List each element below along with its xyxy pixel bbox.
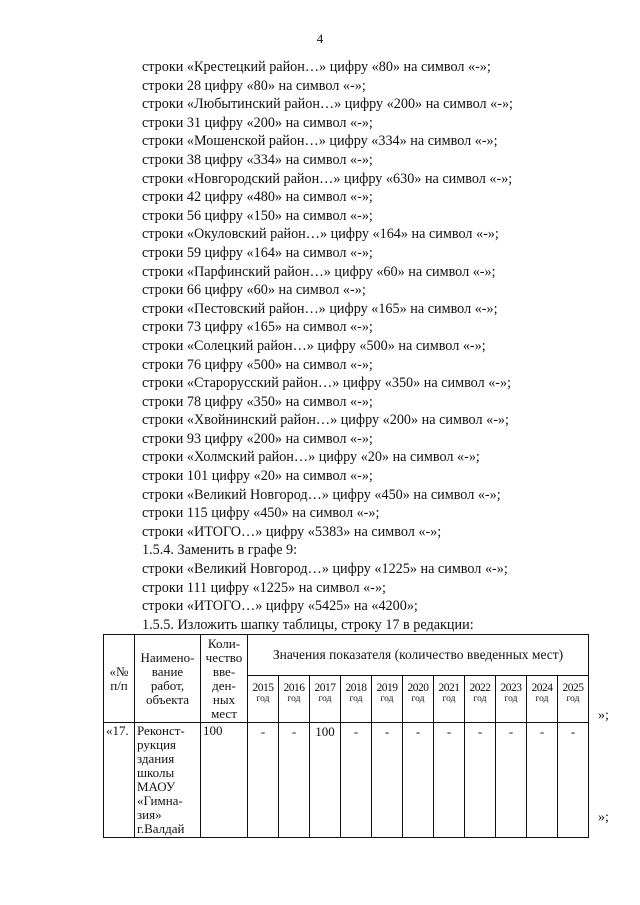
amendment-line: строки «Пестовский район…» цифру «165» на символ «-»;	[142, 300, 498, 317]
header-year-2024	[527, 676, 558, 723]
table-header-row	[104, 635, 589, 676]
amendment-line: строки 66 цифру «60» на символ «-»;	[142, 282, 366, 299]
year-label: 2024	[531, 682, 553, 694]
header-name: Наимено- вание работ, объекта	[135, 635, 201, 723]
row-value-2019: -	[372, 723, 403, 838]
amendment-line: строки «Холмский район…» цифру «20» на символ «-»;	[142, 449, 480, 466]
header-number: «№ п/п	[104, 635, 135, 723]
header-year-2020	[403, 676, 434, 723]
amendment-table	[103, 634, 589, 838]
header-year-2016	[279, 676, 310, 723]
year-label: 2019	[376, 682, 398, 694]
amendment-line: строки 101 цифру «20» на символ «-»;	[142, 468, 373, 485]
row-value-2021: -	[434, 723, 465, 838]
year-label: 2022	[469, 682, 491, 694]
amendment-line: строки 73 цифру «165» на символ «-»;	[142, 319, 373, 336]
amendment-line: строки «ИТОГО…» цифру «5383» на символ «-»;	[142, 523, 442, 540]
year-suffix: год	[411, 694, 425, 704]
amendment-line: строки 56 цифру «150» на символ «-»;	[142, 207, 373, 224]
row-value-2016: -	[279, 723, 310, 838]
row-value-2025: -	[558, 723, 589, 838]
amendment-line: строки «Окуловский район…» цифру «164» на символ «-»;	[142, 226, 499, 243]
amendment-line: строки 115 цифру «450» на символ «-»;	[142, 505, 380, 522]
amendment-line: строки «Любытинский район…» цифру «200» на символ «-»;	[142, 96, 513, 113]
amendment-line: строки «Крестецкий район…» цифру «80» на символ «-»;	[142, 59, 491, 75]
header-year-2019	[372, 676, 403, 723]
amendment-line: строки «Мошенской район…» цифру «334» на символ «-»;	[142, 133, 498, 150]
amendment-line: строки «Великий Новгород…» цифру «1225» на символ «-»;	[142, 561, 508, 578]
year-label: 2025	[562, 682, 584, 694]
amendment-lines	[142, 58, 513, 634]
amendment-line: строки 76 цифру «500» на символ «-»;	[142, 356, 373, 373]
row-value-2017: 100	[310, 723, 341, 838]
year-label: 2018	[345, 682, 367, 694]
amendment-line: строки «Парфинский район…» цифру «60» на символ «-»;	[142, 263, 496, 280]
year-suffix: год	[380, 694, 394, 704]
year-label: 2015	[252, 682, 274, 694]
year-suffix: год	[535, 694, 549, 704]
row-value-2023: -	[496, 723, 527, 838]
amendment-line: строки 28 цифру «80» на символ «-»;	[142, 77, 366, 94]
header-year-2025	[558, 676, 589, 723]
year-suffix: год	[287, 694, 301, 704]
year-label: 2017	[314, 682, 336, 694]
year-suffix: год	[473, 694, 487, 704]
amendment-line: строки 78 цифру «350» на символ «-»;	[142, 393, 373, 410]
row-name: Реконст- рукция здания школы МАОУ «Гимна- зия» г.Валдай	[135, 723, 201, 838]
year-label: 2020	[407, 682, 429, 694]
header-year-2022	[465, 676, 496, 723]
row-value-2015: -	[248, 723, 279, 838]
year-label: 2023	[500, 682, 522, 694]
header-year-2018	[341, 676, 372, 723]
year-suffix: год	[318, 694, 332, 704]
amendment-line: строки 38 цифру «334» на символ «-»;	[142, 151, 373, 168]
header-year-2021	[434, 676, 465, 723]
header-year-2023	[496, 676, 527, 723]
row-value-2024: -	[527, 723, 558, 838]
header-quantity: Коли- чество вве- ден- ных мест	[201, 635, 248, 723]
amendment-line: строки 111 цифру «1225» на символ «-»;	[142, 579, 386, 596]
row-quantity: 100	[201, 723, 248, 838]
year-suffix: год	[256, 694, 270, 704]
year-suffix: год	[566, 694, 580, 704]
amendment-line: строки «Новгородский район…» цифру «630» на символ «-»;	[142, 170, 513, 187]
year-suffix: год	[504, 694, 518, 704]
amendment-line: строки 59 цифру «164» на символ «-»;	[142, 244, 373, 261]
year-label: 2016	[283, 682, 305, 694]
amendment-line: строки 42 цифру «480» на символ «-»;	[142, 189, 373, 206]
row-value-2022: -	[465, 723, 496, 838]
year-label: 2021	[438, 682, 460, 694]
amendment-line: строки «ИТОГО…» цифру «5425» на «4200»;	[142, 598, 418, 615]
row-value-2020: -	[403, 723, 434, 838]
header-year-2015	[248, 676, 279, 723]
closing-quote-row: »;	[598, 810, 609, 825]
amendment-line: 1.5.4. Заменить в графе 9:	[142, 542, 298, 559]
year-suffix: год	[349, 694, 363, 704]
table-row	[104, 723, 589, 838]
amendment-line: строки «Хвойнинский район…» цифру «200» на символ «-»;	[142, 412, 509, 429]
amendment-line: строки «Старорусский район…» цифру «350» на символ «-»;	[142, 375, 512, 392]
header-year-2017	[310, 676, 341, 723]
amendment-line: строки «Великий Новгород…» цифру «450» на символ «-»;	[142, 486, 501, 503]
amendment-line: строки 93 цифру «200» на символ «-»;	[142, 430, 373, 447]
row-number: «17.	[104, 723, 135, 838]
row-value-2018: -	[341, 723, 372, 838]
amendment-line: строки 31 цифру «200» на символ «-»;	[142, 114, 373, 131]
closing-quote-header: »;	[598, 708, 609, 723]
page-number: 4	[316, 31, 324, 46]
header-indicator-group: Значения показателя (количество введенных мест)	[248, 635, 589, 676]
year-suffix: год	[442, 694, 456, 704]
amendment-line: строки «Солецкий район…» цифру «500» на символ «-»;	[142, 337, 486, 354]
amendment-line: 1.5.5. Изложить шапку таблицы, строку 17 в редакции:	[142, 616, 474, 633]
